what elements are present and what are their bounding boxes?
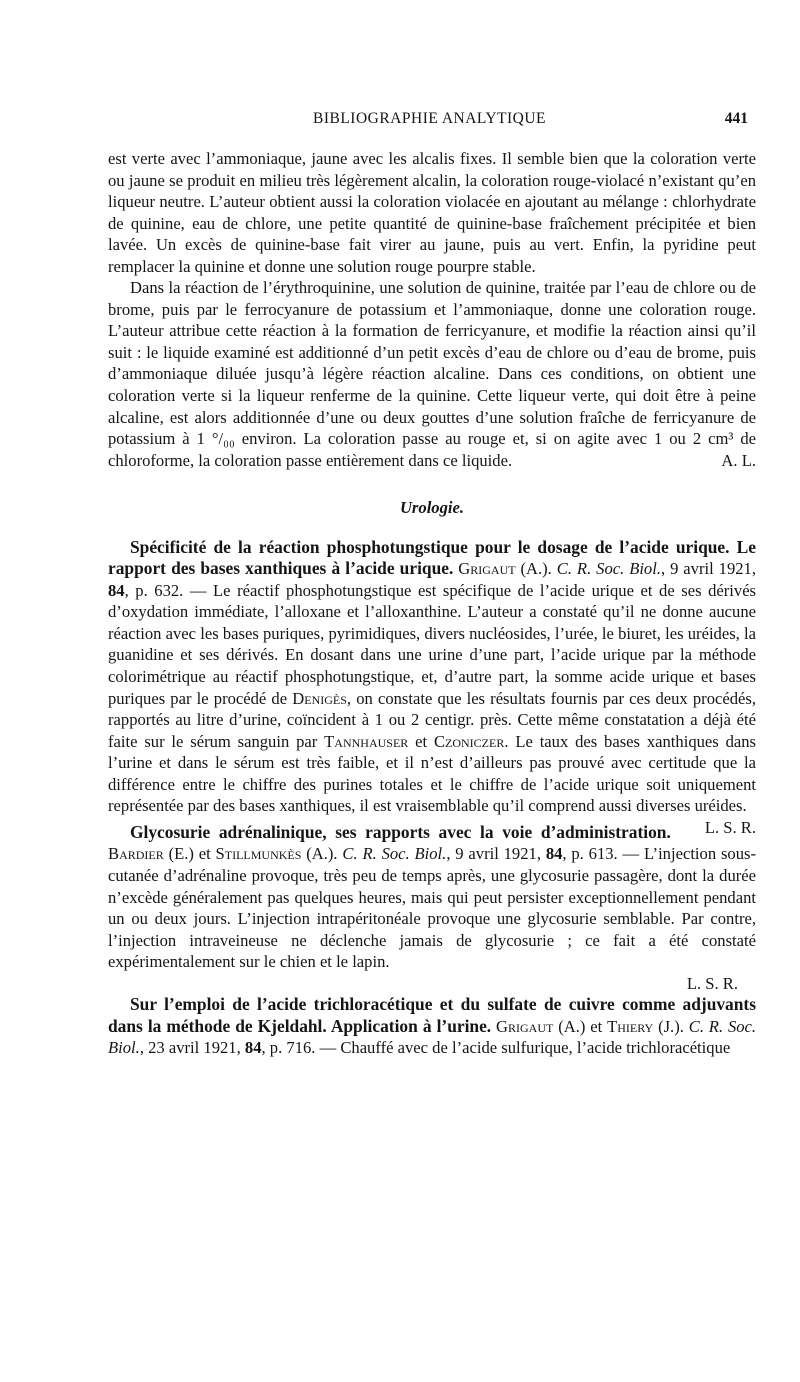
article-title: Spécificité de la réaction phosphotungstique pour le dosage de l’acide urique. Le rapport des bases xanthiques à l’acide urique. bbox=[108, 536, 756, 579]
article-title: Glycosurie adrénalinique, ses rapports avec la voie d’administration. bbox=[130, 821, 671, 842]
volume-number: 84 bbox=[545, 844, 563, 864]
running-title: BIBLIOGRAPHIE ANALYTIQUE bbox=[313, 110, 547, 127]
section-heading: Urologie. bbox=[399, 498, 465, 518]
running-header bbox=[108, 110, 748, 134]
page-body bbox=[108, 148, 756, 1059]
intro-paragraph-2: Dans la réaction de l’érythroquinine, une solution de quinine, traitée par l’eau de chlore ou de brome, puis par le ferrocyanure de potassium et l’ammoniaque, donne une coloration rouge. L’auteur attribue cette réaction à la formation de ferricyanure, et modifie la réaction ainsi qu’il suit : le liquide examiné est additionné d’un petit excès d’eau de chlore ou d’eau de brome, puis d’ammoniaque diluée jusqu’à légère réaction alcaline. Dans ces conditions, on obtient une coloration verte si la liqueur renferme de la quinine. Cette liqueur verte, qui doit être à peine alcaline, est alors additionnée d’une ou deux gouttes d’une solution fraîche de ferricyanure de potassium à 1 °/₀₀ environ. La coloration passe au rouge et, si on agite avec 1 ou 2 cm³ de chloroforme, la coloration passe entièrement dans ce liquide. A. L. bbox=[108, 278, 756, 470]
author-name: Grigaut bbox=[458, 559, 516, 579]
author-name: Thiery bbox=[607, 1016, 654, 1036]
signature: L. S. R. bbox=[686, 973, 738, 993]
volume-number: 84 bbox=[108, 580, 125, 600]
author-name: Bardier bbox=[108, 844, 164, 864]
journal-name: C. R. Soc. Biol. bbox=[342, 844, 447, 864]
article-entry: Spécificité de la réaction phosphotungstique pour le dosage de l’acide urique. Le rapport des bases xanthiques à l’acide urique. Grigaut (A.). C. R. Soc. Biol., 9 avril 1921, 84, p. 632. — Le réactif phosphotungstique est spécifique de l’acide urique et de ses dérivés d’oxydation immédiate, l’alloxane et l’alloxanthine. L’auteur a constaté qu’il ne donne aucune réaction avec les bases puriques, pyrimidiques, divers nucléosides, l’urée, le biuret, les uréides, la guanidine et ses dérivés. En dosant dans une urine d’une part, l’acide urique par la méthode colorimétrique au réactif phosphotungstique, et, d’autre part, la somme acide urique et bases puriques par le procédé de Denigès, on constate que les résultats fournis par ces deux procédés, rapportés au litre d’urine, coïncident à 1 ou 2 centigr. près. Cette même constatation a déjà été faite sur le sérum sanguin par Tannhauser et Czoniczer. Le taux des bases xanthiques dans l’urine et dans le sérum est très faible, et il n’est d’ailleurs pas prouvé avec certitude que la différence entre le chiffre des purines totales et le chiffre de l’acide urique soit uniquement représentée par des bases xanthiques, il est vraisemblable qu’il comprend aussi diverses uréides. L. S. R. bbox=[108, 536, 757, 837]
journal-name: C. R. Soc. Biol. bbox=[556, 559, 661, 579]
article-entry: Sur l’emploi de l’acide trichloracétique et du sulfate de cuivre comme adjuvants dans la méthode de Kjeldahl. Application à l’urine. Grigaut (A.) et Thiery (J.). C. R. Soc. Biol., 23 avril 1921, 84, p. 716. — Chauffé avec de l’acide sulfurique, l’acide trichloracétique bbox=[108, 994, 757, 1058]
signature: L. S. R. bbox=[704, 817, 756, 837]
signature: A. L. bbox=[721, 450, 756, 470]
intro-paragraph-1: est verte avec l’ammoniaque, jaune avec les alcalis fixes. Il semble bien que la coloration verte ou jaune se produit en milieu très légèrement alcalin, la coloration rouge-violacé n’existant qu’en liqueur neutre. L’auteur obtient aussi la coloration violacée en ajoutant au mélange : chlorhydrate de quinine, eau de chlore, une petite quantité de quinine-base fraîchement précipitée et bien lavée. Un excès de quinine-base fait virer au jaune, puis au vert. Enfin, la pyridine peut remplacer la quinine et donne une solution rouge pourpre stable. bbox=[108, 149, 756, 276]
page-number: 441 bbox=[724, 110, 748, 127]
cited-author: Czoniczer bbox=[433, 731, 505, 751]
cited-author: Denigès bbox=[292, 688, 347, 708]
article-entry: Glycosurie adrénalinique, ses rapports avec la voie d’administration. Bardier (E.) et Stillmunkès (A.). C. R. Soc. Biol., 9 avril 1921, 84, p. 613. — L’injection sous-cutanée d’adrénaline provoque, très peu de temps après, une glycosurie passagère, dont la durée n’excède généralement pas quelques heures, mais qui peut persister exceptionnellement pendant un ou deux jours. L’injection intrapéritonéale provoque une glycosurie semblable. Par contre, l’injection intraveineuse ne déclenche jamais de glycosurie ; ce fait a été constaté expérimentalement sur le chien et le lapin. bbox=[108, 821, 756, 972]
author-name: Stillmunkès bbox=[215, 844, 302, 864]
author-name: Grigaut bbox=[496, 1016, 554, 1036]
cited-author: Tannhauser bbox=[324, 731, 409, 751]
journal-name: C. R. Soc. Biol. bbox=[108, 1016, 757, 1058]
volume-number: 84 bbox=[244, 1038, 262, 1058]
article-title: Sur l’emploi de l’acide trichloracétique et du sulfate de cuivre comme adjuvants dans la méthode de Kjeldahl. Application à l’urine. bbox=[108, 994, 756, 1036]
